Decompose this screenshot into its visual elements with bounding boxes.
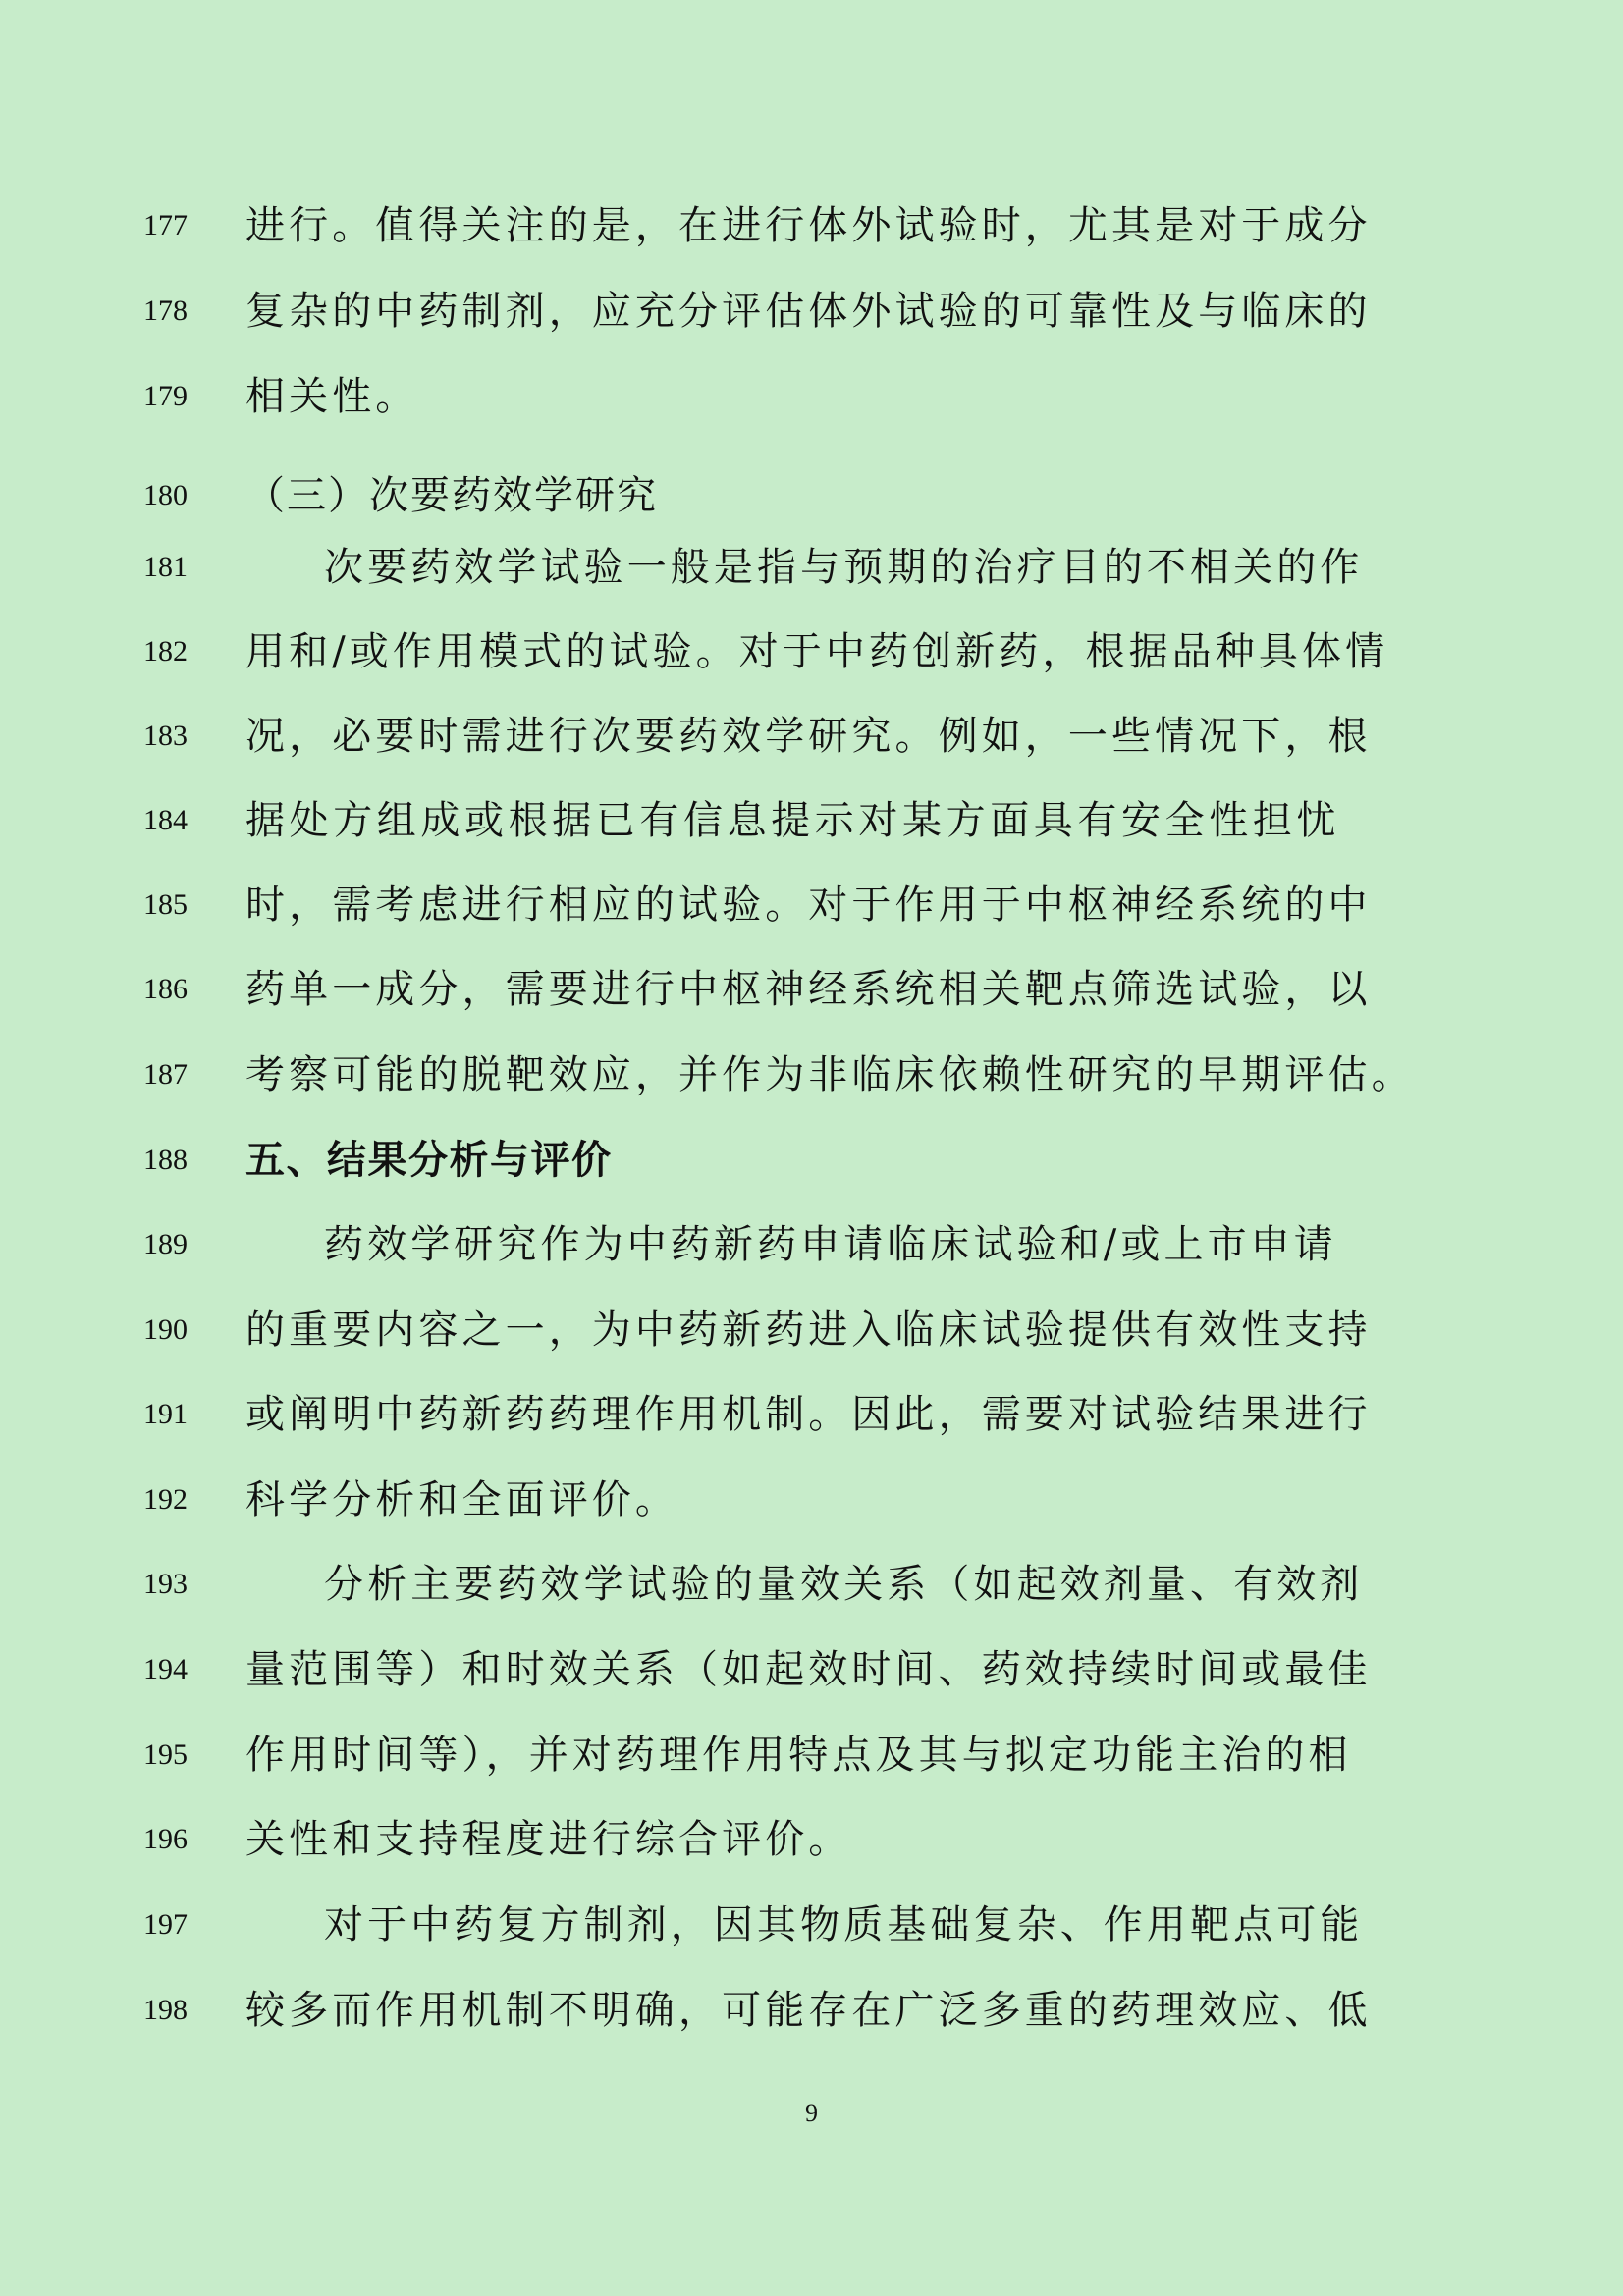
line-number: 188	[143, 1144, 188, 1176]
line-193	[0, 1555, 1623, 1614]
line-number: 197	[143, 1908, 188, 1941]
line-number: 177	[143, 209, 188, 241]
body-text: 进行。值得关注的是，在进行体外试验时，尤其是对于成分	[245, 203, 1372, 248]
line-187	[0, 1045, 1623, 1104]
line-number: 191	[143, 1398, 188, 1430]
body-text: 或阐明中药新药药理作用机制。因此，需要对试验结果进行	[245, 1392, 1372, 1437]
body-text: 量范围等）和时效关系（如起效时间、药效持续时间或最佳	[245, 1647, 1372, 1692]
line-number: 196	[143, 1823, 188, 1855]
line-number: 187	[143, 1058, 188, 1091]
body-text: 据处方组成或根据已有信息提示对某方面具有安全性担忧	[245, 798, 1340, 843]
line-number: 190	[143, 1313, 188, 1346]
body-text: 较多而作用机制不明确，可能存在广泛多重的药理效应、低	[245, 1988, 1372, 2033]
line-181	[0, 538, 1623, 597]
body-text: 况，必要时需进行次要药效学研究。例如，一些情况下，根	[245, 714, 1372, 759]
line-number: 192	[143, 1483, 188, 1516]
line-195	[0, 1726, 1623, 1785]
line-197	[0, 1896, 1623, 1954]
body-text: 对于中药复方制剂，因其物质基础复杂、作用靶点可能	[324, 1902, 1364, 1948]
line-number: 184	[143, 804, 188, 836]
line-number: 179	[143, 380, 188, 412]
body-text: 分析主要药效学试验的量效关系（如起效剂量、有效剂	[324, 1562, 1364, 1607]
line-196	[0, 1810, 1623, 1869]
line-number: 181	[143, 551, 188, 583]
line-number: 182	[143, 635, 188, 667]
line-177	[0, 196, 1623, 255]
body-text: 科学分析和全面评价。	[245, 1477, 678, 1522]
line-number: 195	[143, 1738, 188, 1771]
body-text: 时，需考虑进行相应的试验。对于作用于中枢神经系统的中	[245, 882, 1372, 928]
line-number: 178	[143, 294, 188, 327]
line-number: 186	[143, 973, 188, 1005]
line-189	[0, 1215, 1623, 1274]
line-185	[0, 876, 1623, 934]
line-number: 193	[143, 1568, 188, 1600]
line-number: 185	[143, 888, 188, 921]
body-text: 用和/或作用模式的试验。对于中药创新药，根据品种具体情	[245, 629, 1389, 674]
line-number: 198	[143, 1994, 188, 2026]
line-184	[0, 791, 1623, 850]
body-text: 相关性。	[245, 374, 419, 419]
line-194	[0, 1640, 1623, 1699]
line-number: 180	[143, 479, 188, 511]
page-number: 9	[805, 2099, 818, 2127]
line-182	[0, 622, 1623, 681]
line-183	[0, 707, 1623, 766]
body-text: 复杂的中药制剂，应充分评估体外试验的可靠性及与临床的	[245, 289, 1372, 334]
section-heading: 五、结果分析与评价	[245, 1138, 613, 1183]
line-180	[0, 466, 1623, 525]
body-text: 作用时间等），并对药理作用特点及其与拟定功能主治的相	[245, 1733, 1352, 1778]
line-179	[0, 367, 1623, 426]
line-number: 194	[143, 1653, 188, 1685]
line-191	[0, 1385, 1623, 1444]
line-188	[0, 1131, 1623, 1190]
line-number: 189	[143, 1228, 188, 1260]
line-190	[0, 1301, 1623, 1360]
line-192	[0, 1470, 1623, 1529]
body-text: 考察可能的脱靶效应，并作为非临床依赖性研究的早期评估。	[245, 1052, 1415, 1097]
body-text: 药单一成分，需要进行中枢神经系统相关靶点筛选试验，以	[245, 967, 1372, 1012]
line-186	[0, 960, 1623, 1019]
line-number: 183	[143, 720, 188, 752]
line-178	[0, 282, 1623, 341]
body-text: 关性和支持程度进行综合评价。	[245, 1817, 852, 1862]
body-text: 的重要内容之一，为中药新药进入临床试验提供有效性支持	[245, 1308, 1372, 1353]
line-198	[0, 1981, 1623, 2040]
body-text: 次要药效学试验一般是指与预期的治疗目的不相关的作	[324, 545, 1364, 590]
body-text: 药效学研究作为中药新药申请临床试验和/或上市申请	[324, 1222, 1337, 1267]
subsection-heading: （三）次要药效学研究	[245, 473, 658, 518]
